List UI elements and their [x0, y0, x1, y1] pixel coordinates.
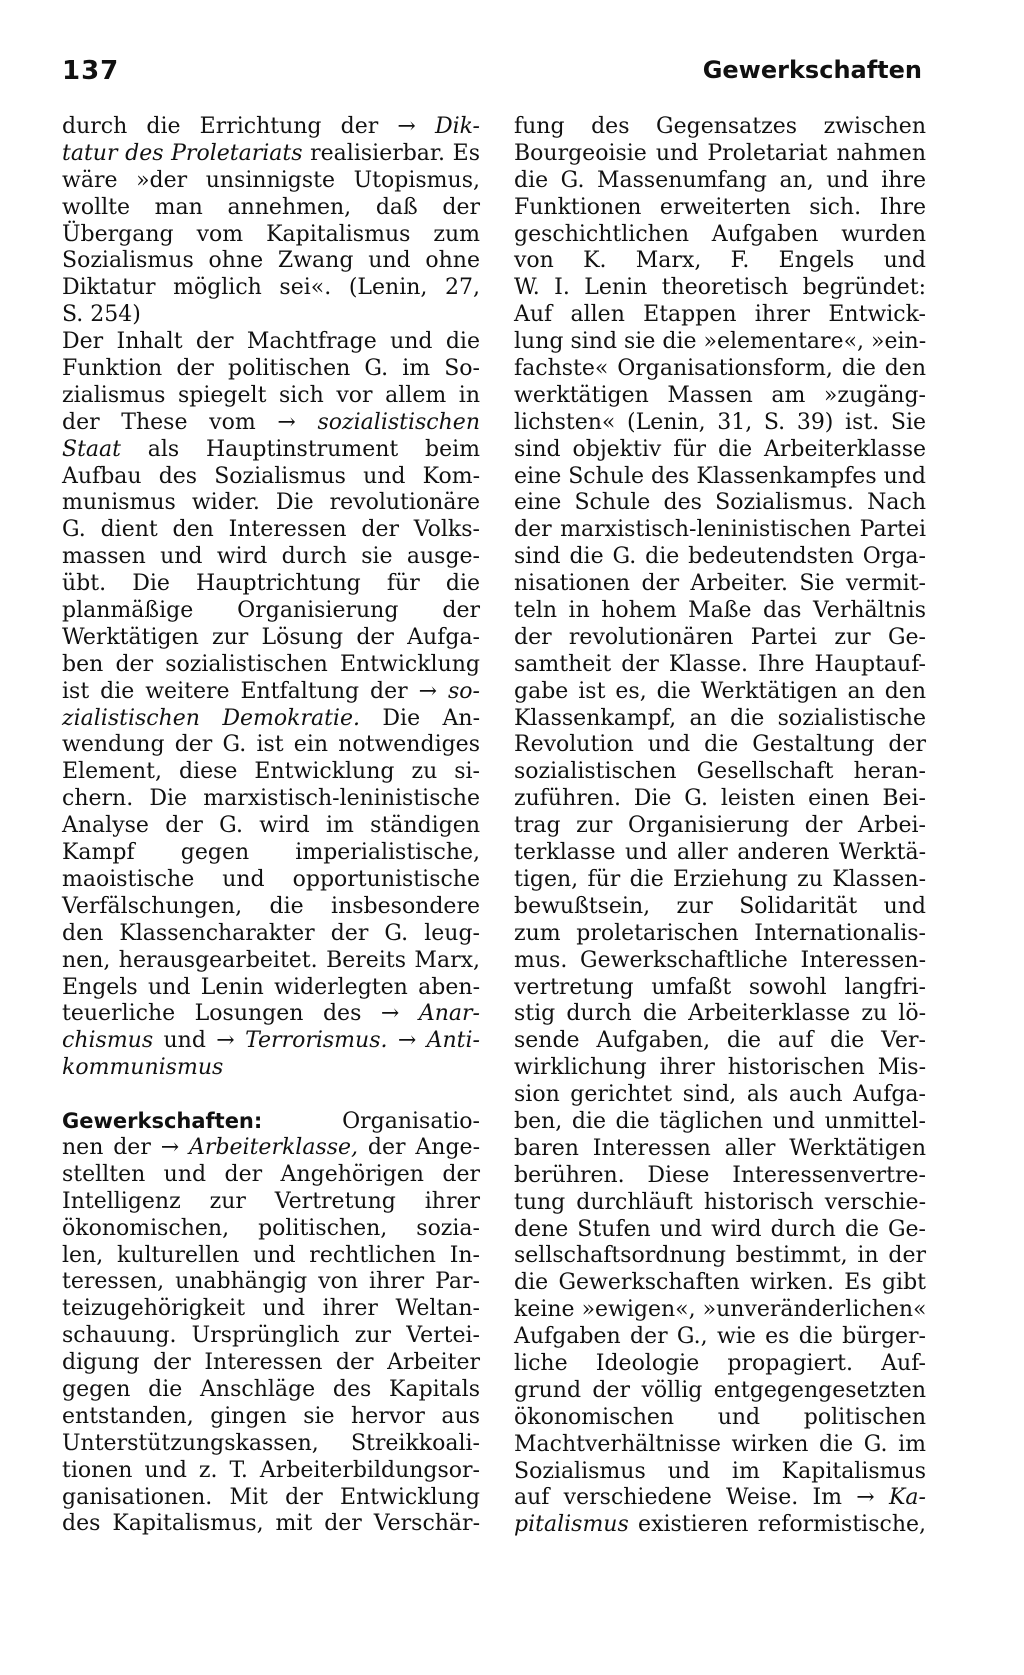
text-line [62, 1377, 480, 1404]
text-line [62, 1323, 480, 1350]
cross-reference-text: Anti- [426, 1028, 480, 1054]
text-line [514, 1297, 926, 1324]
body-text: Aufgaben der G., wie es die bürger- [514, 1324, 926, 1350]
text-line [514, 867, 926, 894]
text-line [62, 248, 480, 275]
text-line [62, 759, 480, 786]
text-line [62, 1135, 480, 1162]
text-line [514, 571, 926, 598]
cross-reference-text: Terrorismus. [245, 1028, 388, 1054]
body-text: sind objektiv für die Arbeiterklasse [514, 436, 926, 462]
text-line [514, 1136, 926, 1163]
body-text: auf verschiedene Weise. Im [514, 1485, 857, 1511]
text-line [62, 867, 480, 894]
text-line [62, 732, 480, 759]
text-line [514, 517, 926, 544]
text-line [62, 679, 480, 706]
body-text: ökonomischen und politischen [514, 1404, 926, 1430]
text-line [514, 679, 926, 706]
body-text: Organisatio- [262, 1109, 480, 1135]
text-line [514, 114, 926, 141]
cross-reference-text: zialistischen Demokratie. [62, 705, 360, 731]
body-text: liche Ideologie propagiert. Auf- [514, 1350, 926, 1376]
body-text: Bourgeoisie und Proletariat nahmen [514, 140, 926, 166]
text-line [514, 248, 926, 275]
text-line [514, 948, 926, 975]
cross-reference-text: Staat [62, 436, 121, 462]
body-text: werktätigen Massen am »zugäng- [514, 382, 926, 408]
body-text: entstanden, gingen sie hervor aus [62, 1403, 480, 1429]
text-line [62, 1028, 480, 1055]
body-text: teuerliche Losungen des [62, 1001, 381, 1027]
text-line [514, 1163, 926, 1190]
body-text: schauung. Ursprünglich zur Vertei- [62, 1323, 480, 1349]
text-line [514, 1432, 926, 1459]
body-text: teizugehörigkeit und ihrer Weltan- [62, 1296, 480, 1322]
body-text: nisationen der Arbeiter. Sie vermit- [514, 571, 926, 597]
text-line [62, 571, 480, 598]
text-line [514, 464, 926, 491]
text-line [62, 275, 480, 302]
text-line [514, 437, 926, 464]
text-line [62, 1350, 480, 1377]
body-text: tionen und z. T. Arbeiterbildungsor- [62, 1457, 480, 1483]
body-text: geschichtlichen Aufgaben wurden [514, 221, 926, 247]
body-text: wäre »der unsinnigste Utopismus, [62, 167, 480, 193]
body-text: nen der [62, 1134, 161, 1160]
text-line [62, 786, 480, 813]
text-line [62, 329, 480, 356]
body-text: Sozialismus ohne Zwang und ohne [62, 248, 480, 274]
cross-reference-text: Arbeiterklasse, [189, 1134, 359, 1160]
text-line [514, 410, 926, 437]
body-text: Diktatur möglich sei«. (Lenin, 27, [62, 275, 480, 301]
text-line [62, 490, 480, 517]
text-line [62, 464, 480, 491]
cross-reference-arrow-icon: → [418, 678, 449, 704]
cross-reference-text: Ka- [889, 1485, 926, 1511]
body-text: mus. Gewerkschaftliche Interessen- [514, 947, 926, 973]
body-text: ben, die die täglichen und unmittel- [514, 1108, 926, 1134]
body-text: samtheit der Klasse. Ihre Hauptauf- [514, 651, 926, 677]
body-text: die Gewerkschaften wirken. Es gibt [514, 1270, 926, 1296]
cross-reference-text: Anar- [418, 1001, 480, 1027]
text-line [514, 222, 926, 249]
body-text: zuführen. Die G. leisten einen Bei- [514, 786, 926, 812]
body-text: planmäßige Organisierung der [62, 598, 480, 624]
body-text: Sozialismus und im Kapitalismus [514, 1458, 926, 1484]
text-line [62, 1055, 480, 1082]
text-line [514, 1109, 926, 1136]
text-line [514, 786, 926, 813]
text-line [62, 921, 480, 948]
text-line [514, 975, 926, 1002]
body-text: lung sind sie die »elementare«, »ein- [514, 329, 927, 355]
body-text: lichsten« (Lenin, 31, S. 39) ist. Sie [514, 409, 926, 435]
text-line [62, 840, 480, 867]
text-line [514, 1485, 926, 1512]
cross-reference-text: Dik- [434, 114, 480, 139]
body-text: sende Aufgaben, die auf die Ver- [514, 1028, 926, 1054]
body-text: der marxistisch-leninistischen Partei [514, 517, 926, 543]
text-line [514, 195, 926, 222]
page-number: 137 [62, 56, 120, 86]
text-line [62, 114, 480, 141]
cross-reference-arrow-icon: → [397, 114, 435, 139]
text-line [62, 1001, 480, 1028]
body-text: sion gerichtet sind, als auch Aufga- [514, 1082, 926, 1108]
cross-reference-text: chismus [62, 1028, 154, 1054]
text-line [62, 222, 480, 249]
body-text: sellschaftsordnung bestimmt, in der [514, 1243, 926, 1269]
text-line [62, 141, 480, 168]
right-column [514, 114, 926, 1539]
text-line [514, 383, 926, 410]
text-line [62, 302, 480, 329]
body-text: ist die weitere Entfaltung der [62, 678, 419, 704]
body-text: nen, herausgearbeitet. Bereits Marx, [62, 947, 480, 973]
body-text: ganisationen. Mit der Entwicklung [62, 1484, 480, 1510]
text-line [62, 948, 480, 975]
text-line [514, 1217, 926, 1244]
text-line [514, 598, 926, 625]
body-text: G. dient den Interessen der Volks- [62, 517, 480, 543]
text-line [62, 410, 480, 437]
text-line [62, 598, 480, 625]
text-line [62, 625, 480, 652]
text-line [514, 1405, 926, 1432]
text-line [514, 1001, 926, 1028]
text-line [514, 1351, 926, 1378]
text-line [62, 517, 480, 544]
text-line [62, 1458, 480, 1485]
body-text: Element, diese Entwicklung zu si- [62, 759, 480, 785]
body-text: gegen die Anschläge des Kapitals [62, 1376, 480, 1402]
text-line [62, 652, 480, 679]
text-line [514, 1459, 926, 1486]
text-line [514, 840, 926, 867]
body-text: Engels und Lenin widerlegten aben- [62, 974, 480, 1000]
text-line [62, 1189, 480, 1216]
text-line [62, 1162, 480, 1189]
text-line [514, 302, 926, 329]
text-line [62, 195, 480, 222]
text-line [514, 1512, 926, 1539]
text-line [514, 1190, 926, 1217]
cross-reference-text: sozialistischen [317, 409, 480, 435]
body-text: realisierbar. Es [302, 140, 480, 166]
body-text: tigen, für die Erziehung zu Klassen- [514, 866, 926, 892]
body-text: fachste« Organisationsform, die den [514, 356, 926, 382]
text-line [514, 759, 926, 786]
body-text: der revolutionären Partei zur Ge- [514, 624, 926, 650]
text-line [514, 894, 926, 921]
body-text: baren Interessen aller Werktätigen [514, 1135, 926, 1161]
text-line [514, 706, 926, 733]
body-text: Funktion der politischen G. im So- [62, 356, 480, 382]
entry-headword: Gewerkschaften: [62, 1109, 263, 1134]
body-text: Klassenkampf, an die sozialistische [514, 705, 926, 731]
text-line [514, 356, 926, 383]
body-text: munismus wider. Die revolutionäre [62, 490, 480, 516]
body-text: sind die G. die bedeutendsten Orga- [514, 544, 926, 570]
body-text: von K. Marx, F. Engels und [514, 248, 926, 274]
body-text: ökonomischen, politischen, sozia- [62, 1215, 480, 1241]
text-line [62, 356, 480, 383]
text-line [514, 1270, 926, 1297]
text-line [62, 1269, 480, 1296]
text-line [514, 168, 926, 195]
body-text: berühren. Diese Interessenvertre- [514, 1162, 926, 1188]
body-text: durch die Errichtung der [62, 114, 398, 139]
body-text: der Ange- [358, 1134, 481, 1160]
text-line [62, 1431, 480, 1458]
body-text: Werktätigen zur Lösung der Aufga- [62, 624, 480, 650]
body-text: Die An- [359, 705, 480, 731]
text-line [514, 732, 926, 759]
body-text: Machtverhältnisse wirken die G. im [514, 1431, 926, 1457]
text-line [62, 1485, 480, 1512]
text-line [514, 1055, 926, 1082]
cross-reference-arrow-icon: → [277, 409, 318, 435]
left-column [62, 114, 480, 1538]
body-text: zum proletarischen Internationalis- [514, 920, 926, 946]
body-text: S. 254) [62, 302, 141, 328]
body-text: Der Inhalt der Machtfrage und die [62, 329, 480, 355]
body-text: teln in hohem Maße das Verhältnis [514, 598, 926, 624]
body-text: teressen, unabhängig von ihrer Par- [62, 1269, 480, 1295]
body-text: fung des Gegensatzes zwischen [514, 114, 926, 139]
text-line [514, 813, 926, 840]
body-text: Verfälschungen, die insbesondere [62, 893, 480, 919]
text-line [514, 1324, 926, 1351]
body-text: eine Schule des Sozialismus. Nach [514, 490, 926, 516]
text-line [62, 975, 480, 1002]
body-text: wendung der G. ist ein notwendiges [62, 732, 480, 758]
body-text: ben der sozialistischen Entwicklung [62, 651, 480, 677]
cross-reference-text: tatur des Proletariats [62, 140, 303, 166]
body-text: Unterstützungskassen, Streikkoali- [62, 1430, 480, 1456]
cross-reference-text: so- [448, 678, 480, 704]
cross-reference-arrow-icon: → [380, 1001, 419, 1027]
body-text: digung der Interessen der Arbeiter [62, 1350, 480, 1376]
text-line [62, 383, 480, 410]
body-text: bewußtsein, zur Solidarität und [514, 893, 926, 919]
text-line [62, 168, 480, 195]
text-line [514, 652, 926, 679]
body-text: der These vom [62, 409, 278, 435]
body-text: stellten und der Angehörigen der [62, 1161, 480, 1187]
body-text: gabe ist es, die Werktätigen an den [514, 678, 926, 704]
text-line [62, 1243, 480, 1270]
body-text: chern. Die marxistisch-leninistische [62, 786, 480, 812]
body-text: und [153, 1028, 217, 1054]
body-text: stig durch die Arbeiterklasse zu lö- [514, 1001, 926, 1027]
body-text: W. I. Lenin theoretisch begründet: [514, 275, 926, 301]
body-text: keine »ewigen«, »unveränderlichen« [514, 1297, 927, 1323]
running-head: Gewerkschaften [702, 56, 922, 84]
body-text: dene Stufen und wird durch die Ge- [514, 1216, 926, 1242]
body-text: Revolution und die Gestaltung der [514, 732, 926, 758]
body-text: vertretung umfaßt sowohl langfri- [514, 974, 926, 1000]
text-line [62, 1511, 480, 1538]
text-line [62, 544, 480, 571]
body-text: Analyse der G. wird im ständigen [62, 813, 480, 839]
text-line [62, 894, 480, 921]
body-text: trag zur Organisierung der Arbei- [514, 813, 926, 839]
body-text: zialismus spiegelt sich vor allem in [62, 382, 480, 408]
body-text: existieren reformistische, [628, 1512, 926, 1538]
body-text: grund der völlig entgegengesetzten [514, 1377, 926, 1403]
text-line [514, 1028, 926, 1055]
body-text: eine Schule des Klassenkampfes und [514, 463, 927, 489]
text-line [514, 1378, 926, 1405]
text-line [514, 141, 926, 168]
text-line [62, 1296, 480, 1323]
body-text: des Kapitalismus, mit der Verschär- [62, 1511, 480, 1537]
body-text: wollte man annehmen, daß der [62, 194, 480, 220]
text-line [62, 813, 480, 840]
body-text: Intelligenz zur Vertretung ihrer [62, 1188, 480, 1214]
text-line [62, 1216, 480, 1243]
body-text: Aufbau des Sozialismus und Kom- [62, 463, 480, 489]
body-text: Funktionen erweiterten sich. Ihre [514, 194, 926, 220]
body-text: terklasse und aller anderen Werktä- [514, 840, 926, 866]
paragraph-gap [62, 1082, 480, 1108]
body-text: massen und wird durch sie ausge- [62, 544, 480, 570]
cross-reference-arrow-icon: → [160, 1134, 190, 1160]
cross-reference-arrow-icon: → [856, 1485, 889, 1511]
text-line [62, 706, 480, 733]
text-line [62, 437, 480, 464]
body-text: sozialistischen Gesellschaft heran- [514, 759, 926, 785]
body-text: Übergang vom Kapitalismus zum [62, 221, 480, 247]
text-line [62, 1108, 480, 1135]
text-line [514, 329, 926, 356]
text-line [514, 275, 926, 302]
cross-reference-arrow-icon: → [216, 1028, 246, 1054]
text-line [62, 1404, 480, 1431]
text-line [514, 1082, 926, 1109]
body-text: wirklichung ihrer historischen Mis- [514, 1055, 926, 1081]
body-text: Auf allen Etappen ihrer Entwick- [514, 302, 926, 328]
body-text: len, kulturellen und rechtlichen In- [62, 1242, 480, 1268]
text-line [514, 1243, 926, 1270]
body-text: maoistische und opportunistische [62, 866, 480, 892]
text-line [514, 490, 926, 517]
body-text: den Klassencharakter der G. leug- [62, 920, 480, 946]
body-text: Kampf gegen imperialistische, [62, 840, 480, 866]
text-line [514, 544, 926, 571]
cross-reference-text: kommunismus [62, 1055, 224, 1081]
body-text: übt. Die Hauptrichtung für die [62, 571, 480, 597]
cross-reference-arrow-icon: → [387, 1028, 427, 1054]
body-text: die G. Massenumfang an, und ihre [514, 167, 926, 193]
text-line [514, 625, 926, 652]
body-text: als Hauptinstrument beim [121, 436, 480, 462]
text-line [514, 921, 926, 948]
cross-reference-text: pitalismus [514, 1512, 629, 1538]
body-text: tung durchläuft historisch verschie- [514, 1189, 926, 1215]
